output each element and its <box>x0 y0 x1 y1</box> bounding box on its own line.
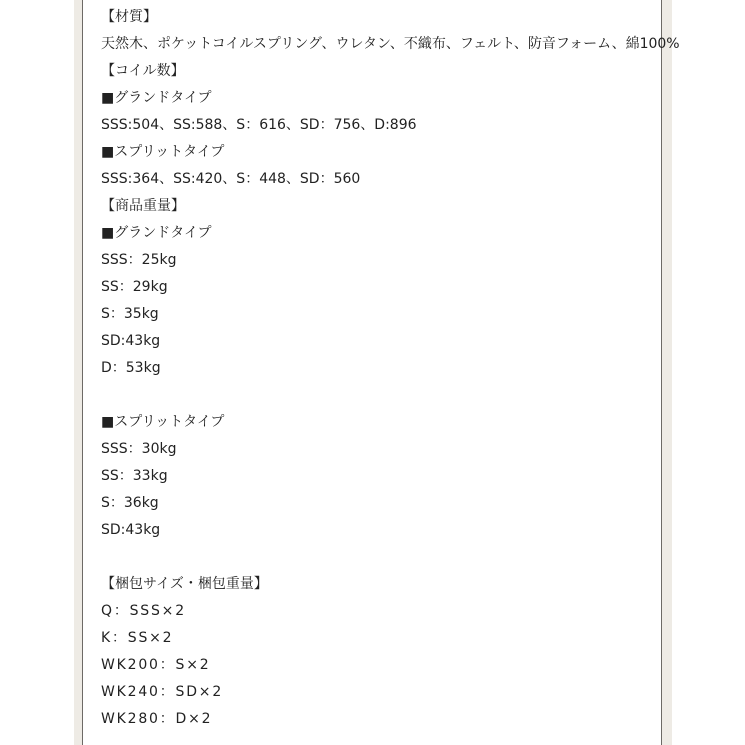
package-k: K：SS×2 <box>101 630 174 646</box>
package-wk200: WK200：S×2 <box>101 657 211 673</box>
heading-coil-count: 【コイル数】 <box>101 63 185 79</box>
subheading-split-type: ■スプリットタイプ <box>101 144 225 160</box>
weight-grand-sss: SSS：25kg <box>101 252 177 268</box>
heading-product-weight: 【商品重量】 <box>101 198 185 214</box>
weight-grand-d: D：53kg <box>101 360 161 376</box>
coil-count-split: SSS:364、SS:420、S：448、SD：560 <box>101 171 361 187</box>
weight-grand-ss: SS：29kg <box>101 279 168 295</box>
weight-split-s: S：36kg <box>101 495 159 511</box>
weight-split-sd: SD:43kg <box>101 522 161 538</box>
package-wk280: WK280：D×2 <box>101 711 213 727</box>
weight-split-sss: SSS：30kg <box>101 441 177 457</box>
subheading-grand-type: ■グランドタイプ <box>101 225 212 241</box>
weight-split-ss: SS：33kg <box>101 468 168 484</box>
heading-package-size: 【梱包サイズ・梱包重量】 <box>101 576 268 592</box>
page-background <box>74 0 680 745</box>
subheading-split-type: ■スプリットタイプ <box>101 414 225 430</box>
spec-panel <box>82 0 680 745</box>
package-wk240: WK240：SD×2 <box>101 684 224 700</box>
weight-grand-sd: SD:43kg <box>101 333 161 349</box>
weight-grand-s: S：35kg <box>101 306 159 322</box>
subheading-grand-type: ■グランドタイプ <box>101 90 212 106</box>
coil-count-grand: SSS:504、SS:588、S：616、SD：756、D:896 <box>101 117 417 133</box>
material-list: 天然木、ポケットコイルスプリング、ウレタン、不織布、フェルト、防音フォーム、綿100% <box>101 36 680 52</box>
package-q: Q：SSS×2 <box>101 603 186 619</box>
heading-material: 【材質】 <box>101 9 157 25</box>
